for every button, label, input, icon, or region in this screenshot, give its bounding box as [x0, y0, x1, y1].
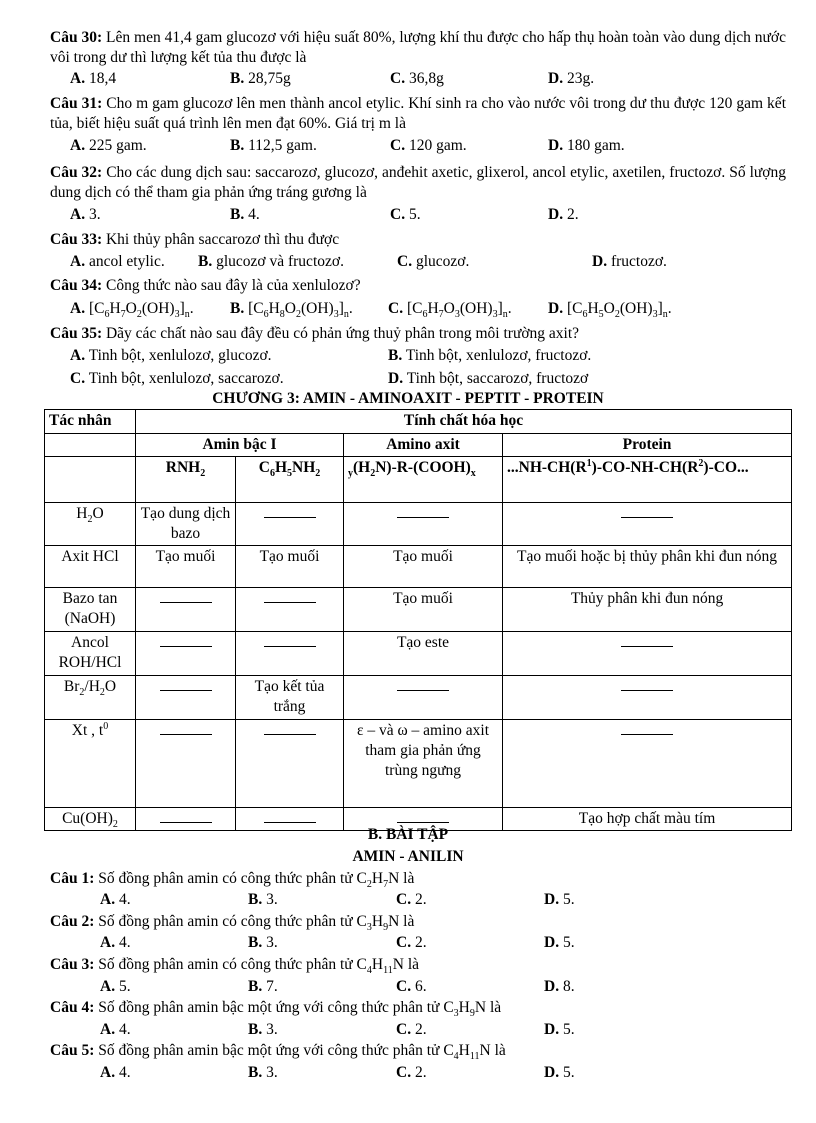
table-formula-row: [45, 457, 792, 503]
question-33-options: A. ancol etylic. B. glucozơ và fructozơ. C. glucozơ. D. fructozơ.: [70, 253, 667, 270]
row-ancol: Ancol ROH/HCl Tạo este: [45, 632, 792, 676]
formula-aniline: $C_6H_5NH_2$: [236, 457, 344, 503]
table-header-row-2: [45, 434, 792, 457]
exercise-4-options: A. 4. B. 3. C. 2. D. 5.: [100, 1021, 575, 1038]
question-34: Câu 34: Công thức nào sau đây là của xenlulozơ?: [50, 277, 361, 294]
agent-hcl: Axit HCl: [45, 546, 136, 588]
question-35: Câu 35: Dãy các chất nào sau đây đều có phản ứng thuỷ phân trong môi trường axit?: [50, 325, 580, 342]
question-35-options-row2: C. Tinh bột, xenlulozơ, saccarozơ. D. Tinh bột, saccarozơ, fructozơ: [70, 370, 589, 387]
row-hcl: Axit HCl Tạo muối Tạo muối Tạo muối Tạo muối hoặc bị thủy phân khi đun nóng: [45, 546, 792, 588]
formula-amino-acid: $_y(H_2N)-R-(COOH)_x$: [344, 457, 503, 503]
agent-xt: Xt , $t^0$: [45, 720, 136, 808]
formula-rnh2: $RNH_2$: [136, 457, 236, 503]
agent-br2: $Br_2/H_2O$: [45, 676, 136, 720]
question-30: Câu 30: Lên men 41,4 gam glucozơ với hiệu suất 80%, lượng khí thu được cho hấp thụ hoàn toàn vào dung dịch nước vôi trong dư thì lượng kết tủa thu được là: [50, 29, 786, 66]
formula-protein: $...NH-CH(R^1)-CO-NH-CH(R^2)-CO$...: [503, 457, 792, 503]
question-35-options-row1: A. Tinh bột, xenlulozơ, glucozơ. B. Tinh bột, xenlulozơ, fructozơ.: [70, 347, 592, 364]
exercise-5: Câu 5: Số đồng phân amin bậc một ứng với công thức phân tử $C_4H_{11}N$ là: [50, 1042, 506, 1063]
primary-amine-header: Amin bậc I: [136, 434, 344, 457]
chemical-properties-table: [44, 409, 792, 831]
question-31-options: A. 225 gam. B. 112,5 gam. C. 120 gam. D. 180 gam.: [70, 137, 625, 154]
question-31: Câu 31: Cho m gam glucozơ lên men thành ancol etylic. Khí sinh ra cho vào nước vôi trong dư thu được 120 gam kết tủa, biết hiệu suất quá trình lên men đạt 60%. Giá trị m là: [50, 95, 786, 132]
exercise-1-options: A. 4. B. 3. C. 2. D. 5.: [100, 891, 575, 908]
exercise-3: Câu 3: Số đồng phân amin có công thức phân tử $C_4H_{11}N$ là: [50, 956, 419, 977]
exercise-2: Câu 2: Số đồng phân amin có công thức phân tử $C_3H_9N$ là: [50, 913, 415, 934]
agent-cuoh2: $Cu(OH)_2$: [45, 808, 136, 831]
amino-acid-header: Amino axit: [344, 434, 503, 457]
agent-ancol: Ancol ROH/HCl: [45, 632, 136, 676]
question-32-options: A. 3. B. 4. C. 5. D. 2.: [70, 206, 579, 223]
exercise-3-options: A. 5. B. 7. C. 6. D. 8.: [100, 978, 575, 995]
protein-header: Protein: [503, 434, 792, 457]
chapter-title: CHƯƠNG 3: AMIN - AMINOAXIT - PEPTIT - PROTEIN: [212, 390, 604, 407]
exercise-4: Câu 4: Số đồng phân amin bậc một ứng với công thức phân tử $C_3H_9N$ là: [50, 999, 502, 1020]
agent-h2o: $H_2O$: [45, 503, 136, 546]
exercise-5-options: A. 4. B. 3. C. 2. D. 5.: [100, 1064, 575, 1081]
row-h2o: [45, 503, 792, 546]
properties-header: Tính chất hóa học: [136, 410, 792, 434]
agent-naoh: Bazo tan (NaOH): [45, 588, 136, 632]
row-naoh: Bazo tan (NaOH) Tạo muối Thủy phân khi đun nóng: [45, 588, 792, 632]
row-xt: Xt , $t^0$ ε – và ω – amino axit tham gia phản ứng trùng ngưng: [45, 720, 792, 808]
exercise-2-options: A. 4. B. 3. C. 2. D. 5.: [100, 934, 575, 951]
table-header-row-1: [45, 410, 792, 434]
cell-h2o-rnh2: Tạo dung dịch bazo: [136, 503, 236, 546]
row-br2: $Br_2/H_2O$ Tạo kết tủa trắng: [45, 676, 792, 720]
row-cuoh2: $Cu(OH)_2$ Tạo hợp chất màu tím: [45, 808, 792, 831]
question-33: Câu 33: Khi thủy phân saccarozơ thì thu được: [50, 231, 340, 248]
question-34-options: A. $[C_6H_7O_2(OH)_3]_n$. B. $[C_6H_8O_2(OH)_3]_n$. C. $[C_6H_7O_3(OH)_3]_n$. D. $[C_6H_5O_2(OH)_3]_n$.: [70, 300, 672, 321]
agent-header: Tác nhân: [45, 410, 136, 434]
question-32: Câu 32: Cho các dung dịch sau: saccarozơ, glucozơ, anđehit axetic, glixerol, ancol etylic, axetilen, fructozơ. Số lượng dung dịch có thể tham gia phản ứng tráng gương là: [50, 164, 786, 201]
section-b-subtitle: AMIN - ANILIN: [352, 848, 464, 865]
exercise-1: Câu 1: Số đồng phân amin có công thức phân tử $C_2H_7N$ là: [50, 870, 415, 891]
section-b-title: B. BÀI TẬP: [367, 826, 449, 843]
question-30-options: A. 18,4 B. 28,75g C. 36,8g D. 23g.: [70, 70, 595, 87]
